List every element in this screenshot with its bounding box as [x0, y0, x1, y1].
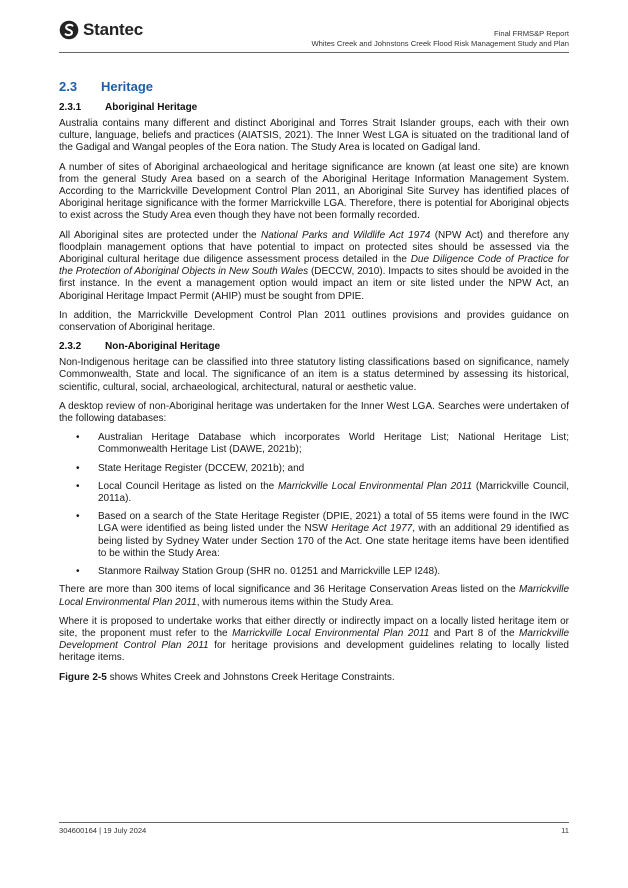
list-item: • Based on a search of the State Heritage Register (DPIE, 2021) a total of 55 items were found in the IWC LGA were identified as being listed under the NSW Heritage Act 1977, with an additional 29 identified as being listed by Sydney Water under Section 170 of the Act. One state heritage items have been identified to be within the Study Area:	[59, 511, 569, 560]
running-header	[312, 29, 569, 49]
subsection-title: Non-Aboriginal Heritage	[105, 341, 221, 353]
act-title: National Parks and Wildlife Act 1974	[260, 229, 431, 241]
subsection-number: 2.3.1	[59, 102, 82, 113]
paragraph: A desktop review of non-Aboriginal heritage was undertaken for the Inner West LGA. Searches were undertaken of the following databases:	[59, 400, 569, 425]
paragraph: Where it is proposed to undertake works that either directly or indirectly impact on a locally listed heritage item or site, the proponent must refer to the Marrickville Local Environmental Plan 2011 and Part 8 of the Marrickville Development Control Plan 2011 for heritage provisions and development guidelines relating to locally listed heritage items.	[59, 615, 569, 664]
list-item: • Australian Heritage Database which incorporates World Heritage List; National Heritage List; Commonwealth Heritage List (DAWE, 2021b);	[59, 432, 569, 456]
paragraph: Non-Indigenous heritage can be classified into three statutory listing classifications based on significance, namely Commonwealth, State and local. The significance of an item is a status determined by assessing its historical, scientific, cultural, social, archaeological, architectural, natural or aesthetic value.	[59, 357, 569, 393]
subsection-heading-aboriginal	[59, 102, 569, 113]
list-item: • Local Council Heritage as listed on the Marrickville Local Environmental Plan 2011 (Marrickville Council, 2011a).	[59, 481, 569, 505]
paragraph: In addition, the Marrickville Development Control Plan 2011 outlines provisions and provides guidance on conservation of Aboriginal heritage.	[59, 309, 569, 334]
header-rule	[59, 52, 569, 53]
page-number: 11	[561, 826, 569, 835]
paragraph: Figure 2-5 shows Whites Creek and Johnstons Creek Heritage Constraints.	[59, 671, 395, 683]
document-reference: 304600164 | 19 July 2024	[59, 826, 147, 835]
subsection-number: 2.3.2	[59, 341, 82, 353]
paragraph: Australia contains many different and distinct Aboriginal and Torres Strait Islander groups, each with their own culture, language, beliefs and practices (AIATSIS, 2021). The Inner West LGA is situated on the traditional land of the Gadigal and Wangal peoples of the Eora nation. The Study Area is located on Gadigal land.	[59, 118, 569, 154]
code-title: Due Diligence Code of Practice for the Protection of Aboriginal Objects in New South Wales	[59, 254, 569, 278]
report-title: Final FRMS&P Report	[494, 29, 569, 38]
company-logo	[59, 20, 143, 40]
paragraph: There are more than 300 items of local significance and 36 Heritage Conservation Areas listed on the Marrickville Local Environmental Plan 2011, with numerous items within the Study Area.	[59, 584, 569, 608]
section-title: Heritage	[101, 79, 154, 94]
logo-wordmark: Stantec	[83, 20, 144, 39]
subsection-title: Aboriginal Heritage	[105, 102, 198, 113]
section-number: 2.3	[59, 79, 78, 94]
database-list	[59, 432, 569, 578]
stantec-logo-icon	[59, 20, 79, 40]
report-subtitle: Whites Creek and Johnstons Creek Flood Risk Management Study and Plan	[311, 39, 569, 48]
footer-rule	[59, 822, 569, 823]
page-body	[59, 79, 569, 691]
list-item: • State Heritage Register (DCCEW, 2021b); and	[59, 463, 569, 475]
paragraph: A number of sites of Aboriginal archaeological and heritage significance are known (at least one site) are known from the general Study Area based on a search of the Aboriginal Heritage Information Management System. According to the Marrickville Development Control Plan 2011, an Aboriginal Site Survey has identified places of Aboriginal heritage significance with the former Marrickville LGA. Therefore, there is potential for Aboriginal objects to exist across the Study Area even though they have not been formally recorded.	[59, 161, 569, 222]
section-heading	[59, 79, 569, 94]
figure-reference: Figure 2-5	[59, 671, 107, 683]
list-item: • Stanmore Railway Station Group (SHR no. 01251 and Marrickville LEP I248).	[59, 566, 569, 578]
paragraph: All Aboriginal sites are protected under the National Parks and Wildlife Act 1974 (NPW Act) and therefore any floodplain management options that have potential to impact on protected sites should be assessed via the Aboriginal cultural heritage due diligence assessment process detailed in the Due Diligence Code of Practice for the Protection of Aboriginal Objects in New South Wales (DECCW, 2010). Impacts to sites should be avoided in the first instance. In the event a management option would impact an item or site listed under the NPW Act, an Aboriginal Heritage Impact Permit (AHIP) must be sought from DPIE.	[59, 229, 569, 302]
subsection-heading-non-aboriginal	[59, 341, 569, 352]
